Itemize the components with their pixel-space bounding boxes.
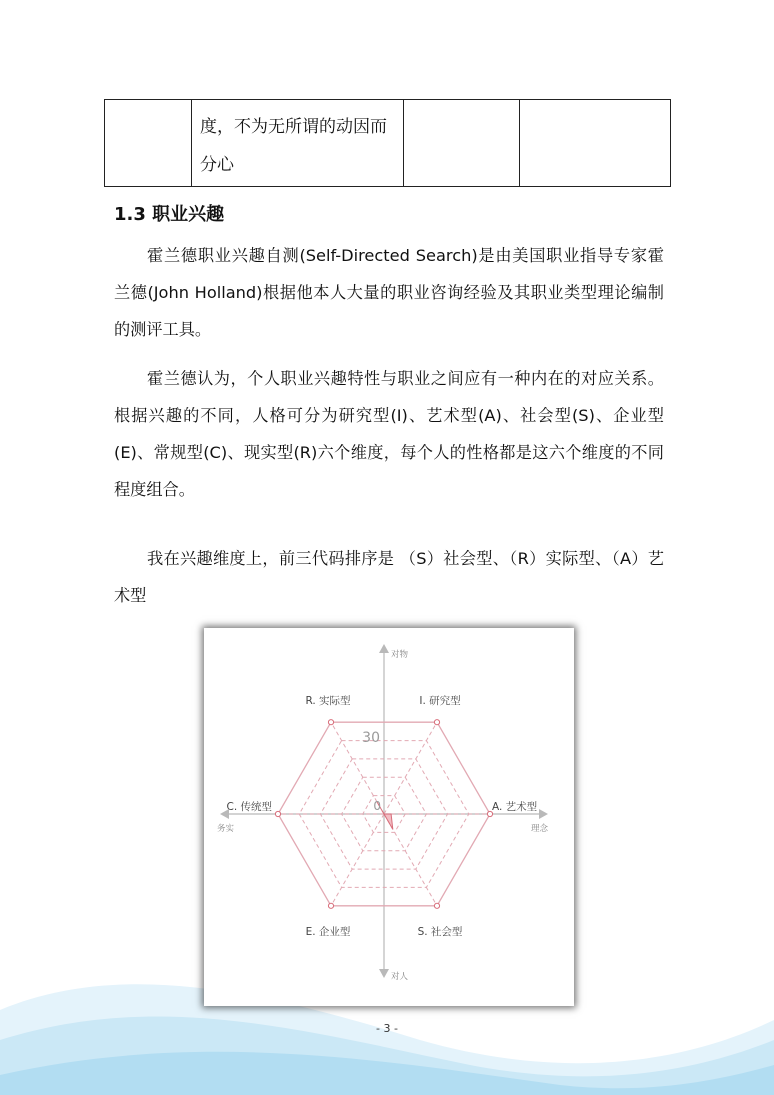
continued-table xyxy=(104,99,671,187)
radar-vertex-marker xyxy=(434,720,439,725)
holland-radar-chart xyxy=(204,628,574,1006)
axis-arrow-down xyxy=(379,969,389,978)
direction-label-left: 务实 xyxy=(217,824,235,834)
direction-label-right: 理念 xyxy=(531,824,549,834)
scale-min-label: 0 xyxy=(373,799,381,813)
table-cell xyxy=(105,100,192,187)
axis-label: I. 研究型 xyxy=(419,695,461,707)
direction-label-top: 对物 xyxy=(391,650,409,660)
axis-label: S. 社会型 xyxy=(417,926,463,938)
table-row xyxy=(105,100,671,187)
radar-vertex-marker xyxy=(328,720,333,725)
table-cell-text xyxy=(192,100,403,186)
paragraph: 我在兴趣维度上，前三代码排序是 （S）社会型、（R）实际型、（A）艺术型 xyxy=(114,549,664,605)
radar-spoke xyxy=(331,814,384,906)
table-cell xyxy=(192,100,404,187)
paragraph: 霍兰德认为，个人职业兴趣特性与职业之间应有一种内在的对应关系。根据兴趣的不同，人格可分为研究型(I)、艺术型(A)、社会型(S)、企业型(E)、常规型(C)、现实型(R)六个维度，每个人的性格都是这六个维度的不同程度组合。 xyxy=(114,369,664,499)
axis-arrow-up xyxy=(379,644,389,653)
table-cell-line: 度，不为无所谓的动因而 xyxy=(200,117,387,137)
axis-label: E. 企业型 xyxy=(305,926,351,938)
section-heading: 1.3 职业兴趣 xyxy=(114,204,225,225)
radar-vertex-marker xyxy=(275,811,280,816)
axis-label: R. 实际型 xyxy=(305,695,351,707)
axis-arrow-right xyxy=(539,809,548,819)
table-cell-line: 分心 xyxy=(200,155,234,175)
table-cell xyxy=(520,100,671,187)
paragraph: 霍兰德职业兴趣自测(Self-Directed Search)是由美国职业指导专家霍兰德(John Holland)根据他本人大量的职业咨询经验及其职业类型理论编制的测评工具。 xyxy=(114,246,664,339)
radar-vertex-marker xyxy=(328,903,333,908)
axis-label: C. 传统型 xyxy=(226,801,272,813)
page-number: - 3 - xyxy=(376,1022,398,1035)
table-cell xyxy=(404,100,520,187)
axis-label: A. 艺术型 xyxy=(492,801,538,813)
holland-radar-chart-frame xyxy=(204,628,574,1006)
scale-max-label: 30 xyxy=(362,730,380,746)
direction-label-bottom: 对人 xyxy=(391,972,409,982)
radar-spoke xyxy=(384,722,437,814)
radar-vertex-marker xyxy=(434,903,439,908)
